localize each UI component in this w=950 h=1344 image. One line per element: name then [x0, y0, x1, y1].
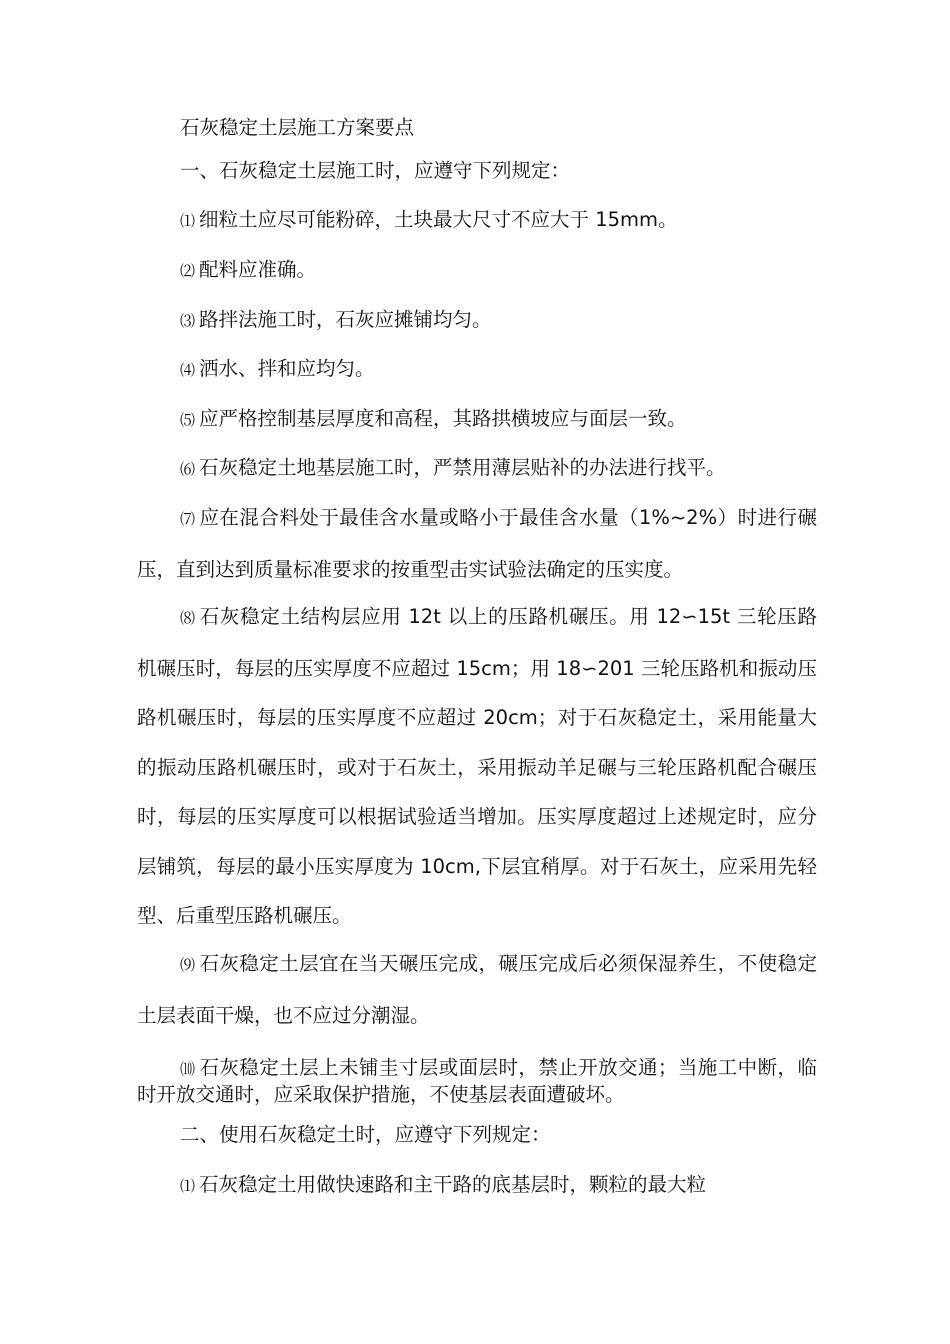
- item-5-number: ⑸: [180, 411, 196, 429]
- document-title: 石灰稳定土层施工方案要点: [180, 116, 415, 139]
- item-9-number: ⑼: [180, 956, 196, 974]
- section2-item-1: [137, 1160, 817, 1212]
- item-2: [137, 245, 817, 297]
- section2-item-1-text: 石灰稳定土用做快速路和主干路的底基层时，颗粒的最大粒: [199, 1173, 707, 1196]
- item-1: [137, 195, 817, 247]
- item-6: [137, 443, 817, 495]
- item-7-text: 应在混合料处于最佳含水量或略小于最佳含水量（1%~2%）时进行碾压，直到达到质量标准要求的按重型击实试验法确定的压实度。: [137, 506, 817, 581]
- item-2-text: 配料应准确。: [199, 258, 317, 281]
- item-8-number: ⑻: [180, 609, 196, 627]
- section2-item-1-number: ⑴: [180, 1177, 196, 1195]
- section2-heading: 二、使用石灰稳定土时，应遵守下列规定：: [180, 1123, 551, 1146]
- item-8: [137, 592, 817, 941]
- item-10-text: 石灰稳定土层上未铺圭寸层或面层时，禁止开放交通；当施工中断，临时开放交通时，应采取保护措施，不使基层表面遭破坏。: [137, 1056, 817, 1106]
- item-7: [137, 493, 817, 594]
- item-7-number: ⑺: [180, 510, 196, 528]
- item-4: [137, 344, 817, 396]
- item-6-text: 石灰稳定土地基层施工时，严禁用薄层贴补的办法进行找平。: [199, 456, 726, 479]
- item-8-text: 石灰稳定土结构层应用 12t 以上的压路机碾压。用 12∽15t 三轮压路机碾压时，每层的压实厚度不应超过 15cm；用 18∽201 三轮压路机和振动压路机碾压时，每层的压实厚度不应超过 20cm；对于石灰稳定土，采用能量大的振动压路机碾压时，或对于石灰土，采用振动羊足碾与三轮压路机配合碾压时，每层的压实厚度可以根据试验适当增加。压实厚度超过上述规定时，应分层铺筑，每层的最小压实厚度为 10cm,下层宜稍厚。对于石灰土，应采用先轻型、后重型压路机碾压。: [137, 605, 817, 927]
- item-5-text: 应严格控制基层厚度和高程，其路拱横坡应与面层一致。: [199, 407, 687, 430]
- item-1-number: ⑴: [180, 212, 196, 230]
- item-10: [137, 1055, 817, 1107]
- item-3: [137, 295, 817, 347]
- item-3-text: 路拌法施工时，石灰应摊铺均匀。: [199, 308, 492, 331]
- item-6-number: ⑹: [180, 460, 196, 478]
- item-10-number: ⑽: [180, 1060, 196, 1078]
- item-9: [137, 939, 817, 1040]
- item-2-number: ⑵: [180, 262, 196, 280]
- item-4-number: ⑷: [180, 361, 196, 379]
- section1-heading: 一、石灰稳定土层施工时，应遵守下列规定：: [180, 159, 571, 182]
- item-3-number: ⑶: [180, 312, 196, 330]
- item-9-text: 石灰稳定土层宜在当天碾压完成，碾压完成后必须保湿养生，不使稳定土层表面干燥，也不应过分潮湿。: [137, 952, 817, 1027]
- item-4-text: 洒水、拌和应均匀。: [199, 357, 375, 380]
- item-1-text: 细粒土应尽可能粉碎，土块最大尺寸不应大于 15mm。: [199, 208, 678, 231]
- item-5: [137, 394, 817, 446]
